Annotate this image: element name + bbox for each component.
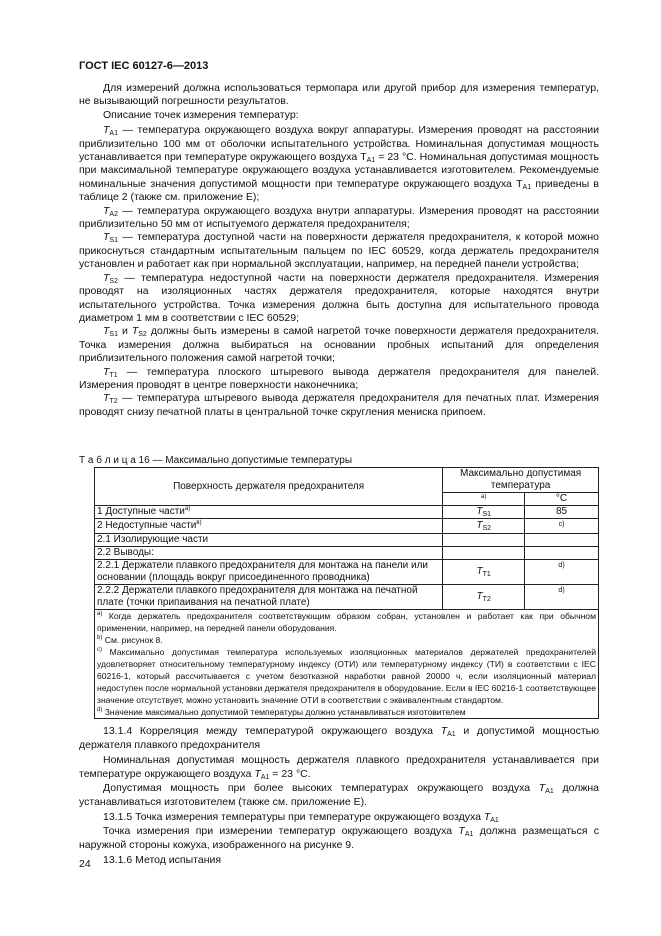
row-label: 2.2.2 Держатели плавкого предохранителя для монтажа на печатной плате (точки припаивания на печатной плате): [95, 585, 443, 610]
col-header-surface: Поверхность держателя предохранителя: [95, 468, 443, 506]
paragraph-13-1-5: 13.1.5 Точка измерения температуры при температуре окружающего воздуха $T_{A1}$: [103, 810, 499, 824]
row-symbol: $T_{S2}$: [443, 519, 525, 534]
definition-item: $T_{S1}$ и $T_{S2}$ должны быть измерены в самой нагретой точке поверхности держателя предохранителя. Точка измерения должна выбираться на основании пробных испытаний для определения приблизительного положения самой нагретой точки;: [79, 325, 599, 365]
paragraph: Номинальная допустимая мощность держателя плавкого предохранителя устанавливается при температуре окружающего воздуха $T_{A1} = 23$ °С.: [79, 753, 599, 781]
table-footnotes: [95, 610, 599, 719]
table-row: [95, 534, 599, 547]
page-number: 24: [79, 858, 91, 870]
col-header-maxtemp: Максимально допустимая температура: [443, 468, 599, 493]
row-label: 2.2.1 Держатели плавкого предохранителя для монтажа на панели или основании (площадь вокруг присоединенного проводника): [95, 560, 443, 585]
paragraph-13-1-6: 13.1.6 Метод испытания: [103, 853, 222, 866]
definitions-list: [79, 124, 599, 419]
paragraph: Допустимая мощность при более высоких температурах окружающего воздуха $T_{A1}$ должна устанавливаться изготовителем (также см. приложение Е).: [79, 782, 599, 809]
paragraph: Описание точек измерения температур:: [103, 108, 299, 121]
after-table-text: [79, 724, 599, 867]
table-row: [95, 506, 599, 519]
footnote: $^{d)}$ Значение максимально допустимой температуры должно устанавливаться изготовителем: [97, 707, 466, 717]
definition-item: $T_{S2}$ — температура недоступной части на поверхности держателя предохранителя. Измерения проводят на изоляционных частях держателя предохранителя, которые находятся внутри испытательного устройства. Точка измерения должна быть доступна для испытательного провода диаметром 1 мм в соответствии с IEC 60529;: [79, 271, 599, 324]
paragraph-13-1-4: 13.1.4 Корреляция между температурой окружающего воздуха $T_{A1}$ и допустимой мощностью держателя плавкого предохранителя: [79, 725, 599, 752]
table-row: [95, 519, 599, 534]
definition-item: $T_{S1}$ — температура доступной части на поверхности держателя предохранителя, к которой можно прикоснуться стандартным испытательным пальцем по IEC 60529, когда держатель предохранителя установлен и работает как при нормальной эксплуатации, например, на передней панели устройства;: [79, 231, 599, 271]
row-value: с): [525, 519, 599, 534]
definition-item: $T_{T2}$ — температура штыревого вывода держателя предохранителя для печатных плат. Измерения проводят снизу печатной платы в центральной точке скругления мениска припоем.: [79, 392, 599, 418]
row-value: d): [525, 560, 599, 585]
footnote: $^{c)}$ Максимально допустимая температура используемых изоляционных материалов держателей предохранителей удовлетворяет относительному температурному индексу (ОТИ) или температурному индексу (ТИ) в соответствии с IEC 60216-1, который рассчитывается с учетом безотказной наработки равной 20000 ч, если изоляционный материал недоступен после нормальной установки держателя предохранителя в оборудование. Если в IEC 60216-1 соответствующее значение отсутствует, можно установить значение ОТИ в соответствии с эквивалентным стандартом.: [97, 647, 596, 705]
row-label: 2.2 Выводы:: [95, 547, 443, 560]
row-value: [525, 534, 599, 547]
footnote: $^{b)}$ См. рисунок 8.: [97, 635, 163, 645]
table-row: [95, 585, 599, 610]
subheader-a: а): [443, 493, 525, 506]
paragraph: Для измерений должна использоваться термопара или другой прибор для измерения температур, не вызывающий погрешности результатов.: [79, 82, 599, 108]
table-caption: Т а б л и ц а 16 — Максимально допустимые температуры: [79, 455, 353, 466]
row-label: 2.1 Изолирующие части: [95, 534, 443, 547]
definition-item: $T_{T1}$ — температура плоского штыревого вывода держателя предохранителя для панелей. Измерения проводят в центре поверхности наконечника;: [79, 365, 599, 391]
row-symbol: $T_{T1}$: [443, 560, 525, 585]
row-symbol: $T_{S1}$: [443, 506, 525, 519]
definition-item: $T_{A1}$ — температура окружающего воздуха вокруг аппаратуры. Измерения проводят на расстоянии приблизительно 100 мм от оболочки испытательного устройства. Номинальная допустимая мощность устанавливается при температуре окружающего воздуха $T_{A1} = 23$ °С. Номинальная допустимая мощность при максимальной температуре окружающего воздуха устанавливается изготовителем. Рекомендуемые номинальные значения допустимой мощности при температуре окружающего воздуха $T_{A1}$ приведены в таблице 2 (также см. приложение Е);: [79, 124, 600, 204]
paragraph: Точка измерения при измерении температур окружающего воздуха $T_{A1}$ должна размещаться с наружной стороны кожуха, изображенного на рисунке 9.: [79, 825, 599, 852]
row-symbol: [443, 547, 525, 560]
table-row: [95, 547, 599, 560]
document-header: ГОСТ IEC 60127-6—2013: [79, 60, 209, 72]
footnote: $^{а)}$ Когда держатель предохранителя соответствующим образом собран, установлен и работает как при обычном применении, например, на передней панели оборудования.: [97, 611, 596, 633]
temperature-table: [94, 467, 599, 719]
row-symbol: $T_{T2}$: [443, 585, 525, 610]
table-row: [95, 560, 599, 585]
definition-item: $T_{A2}$ — температура окружающего воздуха внутри аппаратуры. Измерения проводят на расстоянии приблизительно 50 мм от испытуемого держателя предохранителя;: [79, 204, 599, 231]
row-label: 2 Недоступные части$^{в)}$: [95, 519, 443, 534]
row-value: 85: [525, 506, 599, 519]
row-symbol: [443, 534, 525, 547]
row-value: [525, 547, 599, 560]
body-text: [79, 82, 599, 419]
footnotes-row: [95, 610, 599, 719]
row-value: d): [525, 585, 599, 610]
row-label: 1 Доступные части$^{а)}$: [95, 506, 443, 519]
subheader-unit: °С: [525, 493, 599, 506]
